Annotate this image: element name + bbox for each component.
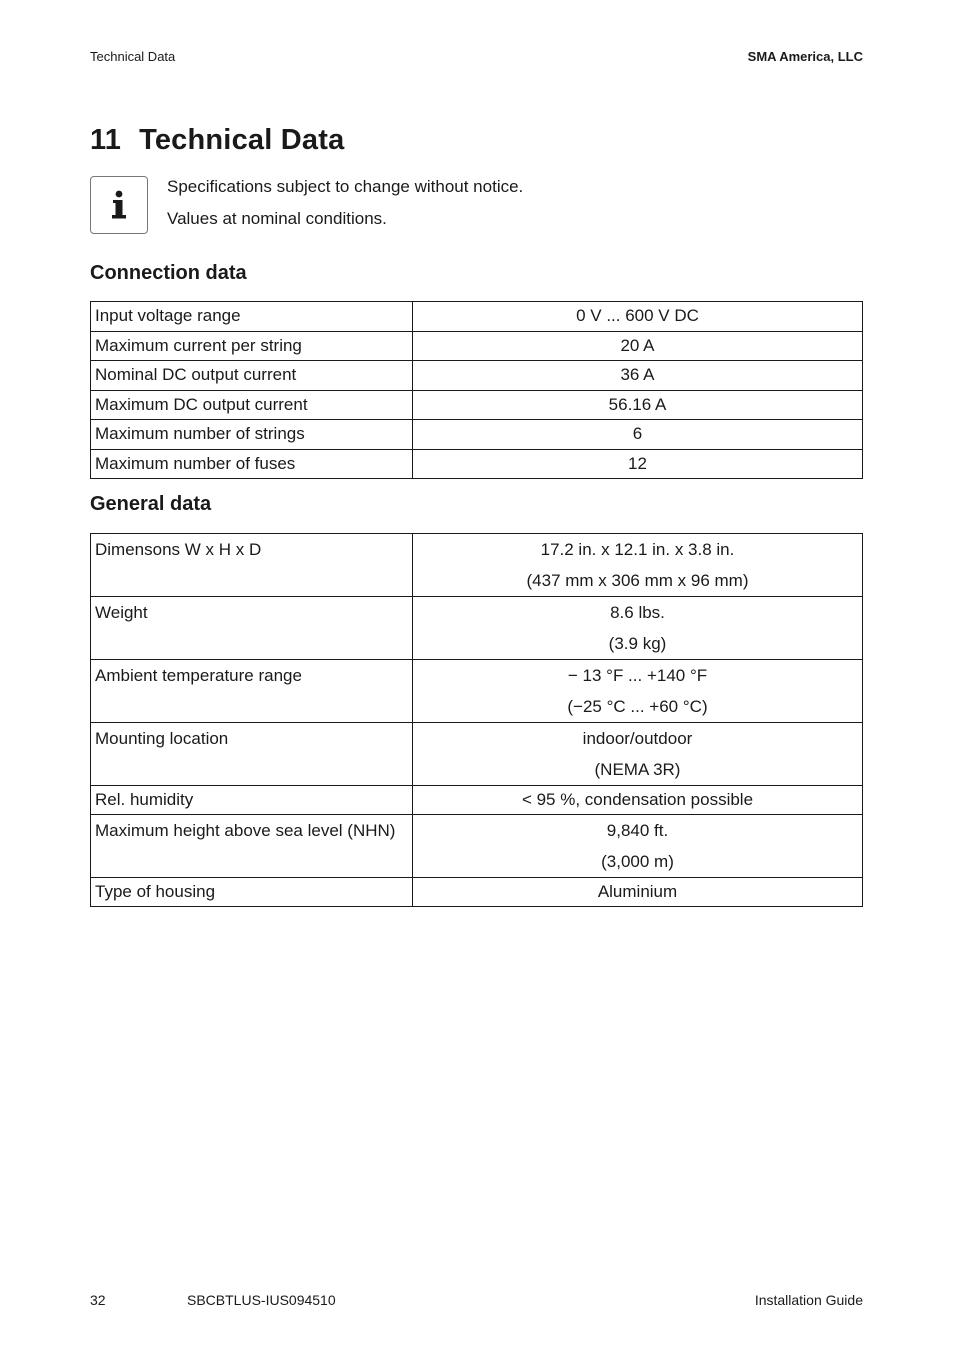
row-label: Mounting location <box>91 723 413 786</box>
row-value <box>413 878 863 907</box>
value-line: (3.9 kg) <box>608 634 667 653</box>
document-type: Installation Guide <box>754 1292 863 1308</box>
row-value <box>413 815 863 878</box>
section-heading-general: General data <box>90 493 212 515</box>
row-value <box>413 302 863 332</box>
row-label: Rel. humidity <box>91 786 413 815</box>
connection-data-table <box>90 301 863 479</box>
row-label: Nominal DC output current <box>91 361 413 391</box>
info-icon <box>90 176 148 234</box>
row-value <box>413 331 863 361</box>
row-label: Input voltage range <box>91 302 413 332</box>
value-line: 9,840 ft. <box>606 821 669 840</box>
table-row <box>91 302 863 332</box>
value-line: 56.16 A <box>608 394 667 414</box>
row-label: Maximum number of strings <box>91 420 413 450</box>
table-row <box>91 420 863 450</box>
row-label: Maximum number of fuses <box>91 449 413 479</box>
value-line: (437 mm x 306 mm x 96 mm) <box>526 571 749 590</box>
value-line: (−25 °C ... +60 °C) <box>567 697 708 716</box>
table-row <box>91 449 863 479</box>
value-line: < 95 %, condensation possible <box>521 790 754 809</box>
page-number: 32 <box>90 1292 106 1308</box>
value-line: 17.2 in. x 12.1 in. x 3.8 in. <box>540 540 735 559</box>
value-line: Aluminium <box>597 882 678 901</box>
running-header-title: Technical Data <box>90 49 176 64</box>
table-row <box>91 597 863 660</box>
value-line: − 13 °F ... +140 °F <box>567 666 708 685</box>
table-row <box>91 815 863 878</box>
row-value <box>413 420 863 450</box>
general-data-table <box>90 533 863 907</box>
row-label: Type of housing <box>91 878 413 907</box>
row-value <box>413 723 863 786</box>
value-line: 6 <box>632 424 643 443</box>
row-value <box>413 449 863 479</box>
table-row <box>91 660 863 723</box>
row-label: Maximum height above sea level (NHN) <box>91 815 413 878</box>
info-note-line: Values at nominal conditions. <box>167 209 387 228</box>
value-line: 36 A <box>620 365 655 384</box>
row-label: Maximum DC output current <box>91 390 413 420</box>
section-heading-connection: Connection data <box>90 262 247 284</box>
table-row <box>91 878 863 907</box>
value-line: 0 V ... 600 V DC <box>576 306 699 325</box>
running-header-company: SMA America, LLC <box>747 49 863 64</box>
row-value <box>413 660 863 723</box>
value-line: 20 A <box>620 335 655 355</box>
row-label: Maximum current per string <box>91 331 413 361</box>
chapter-title <box>90 124 344 157</box>
row-label: Ambient temperature range <box>91 660 413 723</box>
value-line: 8.6 lbs. <box>610 603 665 622</box>
value-line: indoor/outdoor <box>582 729 693 748</box>
value-line: 12 <box>628 453 647 473</box>
chapter-title-text: Technical Data <box>139 124 345 156</box>
info-note-line: Specifications subject to change without notice. <box>167 177 524 196</box>
row-value <box>413 361 863 391</box>
table-row <box>91 390 863 420</box>
info-glyph <box>111 190 127 220</box>
value-line: (NEMA 3R) <box>594 760 681 779</box>
table-row <box>91 786 863 815</box>
table-row <box>91 361 863 391</box>
value-line: (3,000 m) <box>601 852 674 871</box>
document-id: SBCBTLUS-IUS094510 <box>187 1292 336 1308</box>
row-value <box>413 390 863 420</box>
chapter-number: 11 <box>90 124 122 156</box>
row-value <box>413 597 863 660</box>
row-label: Dimensons W x H x D <box>91 534 413 597</box>
row-value <box>413 534 863 597</box>
row-label: Weight <box>91 597 413 660</box>
table-row <box>91 723 863 786</box>
table-row <box>91 534 863 597</box>
table-row <box>91 331 863 361</box>
row-value <box>413 786 863 815</box>
